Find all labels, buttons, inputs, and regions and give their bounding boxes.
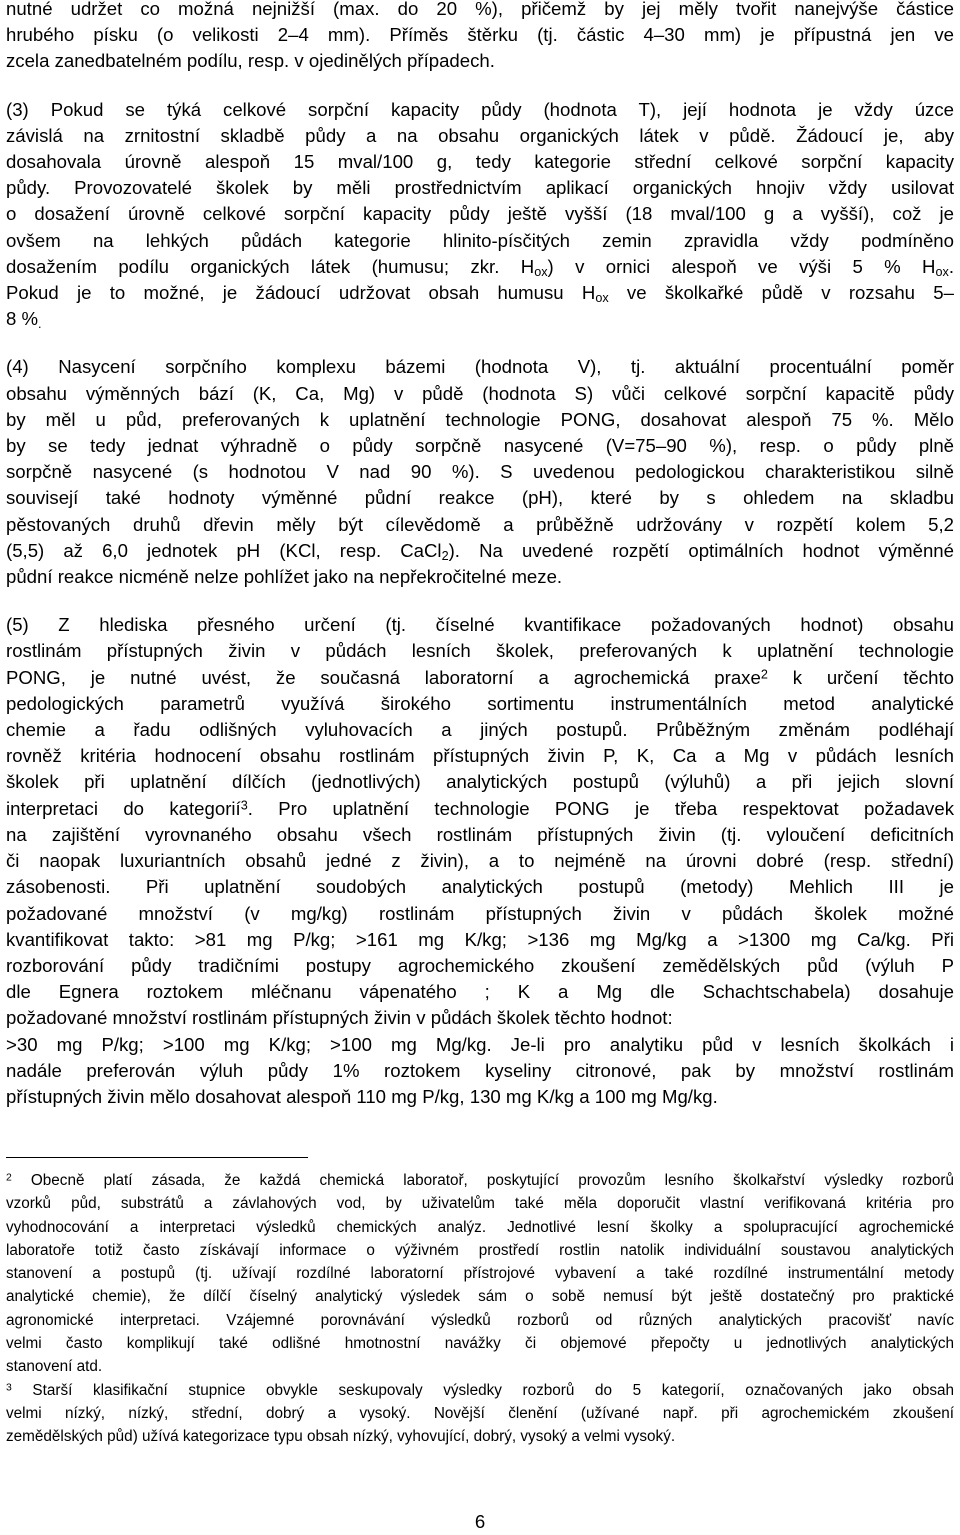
text-line: půdy. Provozovatelé školek by měli prostřednictvím aplikací organických hnojiv vždy usilovat: [6, 177, 954, 199]
footnotes: [6, 1169, 954, 1449]
footnote-line: zemědělských půd) užívá kategorizace typu obsah nízký, vyhovující, dobrý, vysoký a velmi vysoký.: [6, 1428, 676, 1446]
text-line: by se tedy jednat výhradně o půdy sorpčně nasycené (V=75–90 %), resp. o půdy plně: [6, 435, 954, 457]
text-line: zásobenosti. Při uplatnění soudobých analytických postupů (metody) Mehlich III je: [6, 876, 954, 898]
text-line: rostlinám přístupných živin v půdách lesních školek, preferovaných k uplatnění technologie: [6, 640, 954, 662]
text-line: chemie a řadu odlišných vyluhovacích a jiných postupů. Průběžným změnám podléhají: [6, 719, 954, 741]
page-number: 6: [474, 1511, 486, 1532]
text-line: školek při uplatnění dílčích (jednotlivých) analytických postupů (výluhů) a při jejich slovní: [6, 771, 954, 793]
text-line: požadované množství rostlinám přístupných živin v půdách školek těchto hodnot:: [6, 1007, 673, 1029]
footnote-line: vyhodnocování a interpretaci výsledků chemických analýz. Jednotlivé lesní školky a spolupracující agrochemické: [6, 1218, 954, 1236]
footnote-line: velmi často komplikují také odlišné hmotnostní navážky či objemové přepočty u jednotlivých analytických: [6, 1335, 954, 1353]
paragraph-5: [6, 612, 954, 1110]
text-line: interpretaci do kategorií$^3$. Pro uplatnění technologie PONG je třeba respektovat požadavek: [6, 797, 954, 819]
footnote-3: [6, 1379, 954, 1449]
text-line: >30 mg P/kg; >100 mg K/kg; >100 mg Mg/kg. Je-li pro analytiku půd v lesních školkách i: [6, 1033, 954, 1055]
footnote-line: stanovení a postupů (tj. užívají rozdílné laboratorní přístrojové vybavení a také rozdílné instrumentální metody: [6, 1265, 954, 1283]
text-line: nutné udržet co možná nejnižší (max. do 20 %), přičemž by jej měly tvořit nanejvýše částice: [6, 0, 954, 19]
text-line: požadované množství (v mg/kg) rostlinám přístupných živin v půdách školek možné: [6, 902, 954, 924]
text-line: dosahovala úrovně alespoň 15 mval/100 g, tedy kategorie střední celkové sorpční kapacity: [6, 151, 954, 173]
text-line: na zajištění vyrovnaného obsahu všech rostlinám přístupných živin (tj. vyloučení deficitních: [6, 823, 954, 845]
text-line: rovněž kritéria hodnocení obsahu rostlinám přístupných živin P, K, Ca a Mg v půdách lesních: [6, 745, 954, 767]
text-line: (5,5) až 6,0 jednotek pH (KCl, resp. CaCl$_2$). Na uvedené rozpětí optimálních hodnot výměnné: [6, 539, 954, 564]
text-line: pedologických parametrů využívá širokého sortimentu instrumentálních metod analytické: [6, 692, 954, 714]
text-line: sorpčně nasycené (s hodnotou V nad 90 %). S uvedenou pedologickou charakteristikou silně: [6, 461, 954, 483]
footnote-line: $^2$ Obecně platí zásada, že každá chemická laboratoř, poskytující provozům lesního školkařství výsledky rozborů: [6, 1172, 954, 1189]
text-line: kvantifikovat takto: >81 mg P/kg; >161 mg K/kg; >136 mg Mg/kg a >1300 mg Ca/kg. Při: [6, 928, 954, 950]
text-line: hrubého písku (o velikosti 2–4 mm). Příměs štěrku (tj. částic 4–30 mm) je přípustná jen ve: [6, 24, 954, 46]
text-line: půdní reakce nicméně nelze pohlížet jako na nepřekročitelné meze.: [6, 566, 563, 588]
text-line: či naopak luxuriantních obsahů jedné z živin), a to nejméně na úrovni dobré (resp. střední): [6, 850, 954, 872]
footnote-marker: 3: [6, 1382, 12, 1393]
footnote-divider: [6, 1157, 308, 1158]
text-line: rozborování půdy tradičními postupy agrochemického zkoušení zemědělských půd (výluh P: [6, 954, 954, 976]
footnote-marker: 2: [6, 1172, 12, 1184]
footnote-line: velmi nízký, nízký, střední, dobrý a vysoký. Novější členění (užívané např. při agrochemickém zkoušení: [6, 1404, 954, 1422]
footnote-line: stanovení atd.: [6, 1358, 103, 1376]
text-line: (3) Pokud se týká celkové sorpční kapacity půdy (hodnota T), její hodnota je vždy úzce: [6, 98, 954, 120]
footnote-line: agronomické interpretaci. Vzájemné porovnávání výsledků rozborů od různých analytických pracovišť navíc: [6, 1311, 954, 1329]
footnote-ref[interactable]: 2: [760, 666, 768, 681]
body-text: [6, 0, 954, 1110]
text-line: by měl u půd, preferovaných k uplatnění technologie PONG, dosahovat alespoň 75 %. Mělo: [6, 408, 954, 430]
text-line: zcela zanedbatelném podílu, resp. v ojedinělých případech.: [6, 50, 495, 72]
text-line: závislá na zrnitostní skladbě půdy a na obsahu organických látek v půdě. Žádoucí je, aby: [6, 124, 954, 146]
text-line: dle Egnera roztokem mléčnanu vápenatého ; K a Mg dle Schachtschabela) dosahuje: [6, 981, 954, 1003]
text-line: o dosažení úrovně celkové sorpční kapacity půdy ještě vyšší (18 mval/100 g a vyšší), což je: [6, 203, 954, 225]
intro-paragraph: [6, 0, 954, 75]
footnote-line: vzorků půd, substrátů a závlahových vod, by uživatelům také měla doporučit vlastní verifikovaná kritéria pro: [6, 1195, 954, 1213]
text-line: dosažením podílu organických látek (humusu; zkr. $H_{ox}$) v ornici alespoň ve výši 5 % $H_{ox}$.: [6, 255, 955, 279]
text-line: nadále preferován výluh půdy 1% roztokem kyseliny citronové, pak by množství rostlinám: [6, 1059, 954, 1081]
paragraph-4: [6, 354, 954, 590]
text-line: souvisejí také hodnoty výměnné půdní reakce (pH), které by s ohledem na skladbu: [6, 487, 954, 509]
text-line: (5) Z hlediska přesného určení (tj. číselné kvantifikace požadovaných hodnot) obsahu: [6, 614, 954, 636]
text-line: (4) Nasycení sorpčního komplexu bázemi (hodnota V), tj. aktuální procentuální poměr: [6, 356, 954, 378]
paragraph-3: [6, 97, 954, 333]
text-line: pěstovaných druhů dřevin měly být cílevědomě a průběžně udržovány v rozpětí kolem 5,2: [6, 513, 954, 535]
text-line: přístupných živin mělo dosahovat alespoň 110 mg P/kg, 130 mg K/kg a 100 mg Mg/kg.: [6, 1085, 718, 1107]
footnote-line: analytické chemie), že dílčí číselný analytický výsledek sám o sobě nemusí být ještě dostatečný pro praktické: [6, 1288, 954, 1306]
text-line: ovšem na lehkých půdách kategorie hlinito-písčitých zemin zpravidla vždy podmíněno: [6, 229, 954, 251]
footnote-2: [6, 1169, 954, 1379]
footnote-ref[interactable]: 3: [240, 798, 248, 812]
text-line: Pokud je to možné, je žádoucí udržovat obsah humusu $H_{ox}$ ve školkařké půdě v rozsahu 5–: [6, 282, 954, 306]
text-line: PONG, je nutné uvést, že současná laboratorní a agrochemická praxe$^2$ k určení těchto: [6, 666, 955, 688]
text-line: obsahu výměnných bází (K, Ca, Mg) v půdě (hodnota S) vůči celkové sorpční kapacitě půdy: [6, 382, 954, 404]
text-line: 8 $\%_.$: [6, 308, 42, 332]
footnote-line: $^3$ Starší klasifikační stupnice obvykle seskupovaly výsledky rozborů do 5 kategorií, označovaných jako obsah: [6, 1381, 954, 1399]
footnote-line: laboratoře totiž často získávají informace o výživném prostředí rostlin natolik individuální soustavou analytických: [6, 1241, 954, 1259]
